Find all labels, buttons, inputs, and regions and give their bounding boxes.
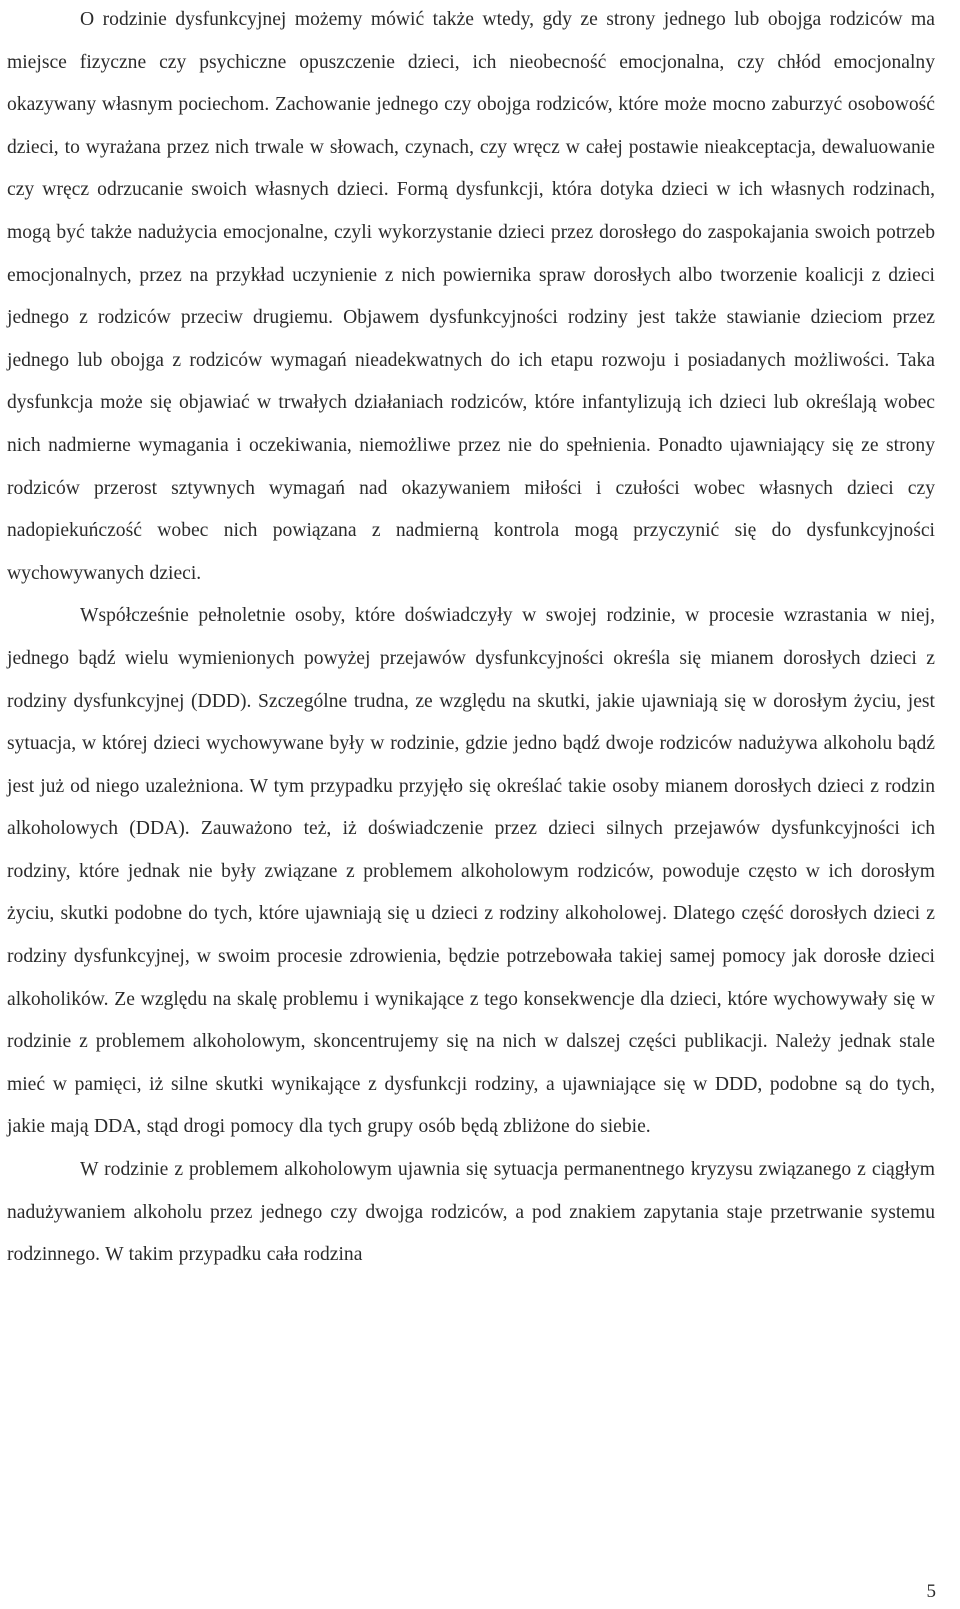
page-number: 5 — [926, 1581, 936, 1602]
paragraph-2: Współcześnie pełnoletnie osoby, które doświadczyły w swojej rodzinie, w procesie wzrastania w niej, jednego bądź wielu wymienionych powyżej przejawów dysfunkcyjności określa się mianem dorosłych dzieci z rodziny dysfunkcyjnej (DDD). Szczególne trudna, ze względu na skutki, jakie ujawniają się w dorosłym życiu, jest sytuacja, w której dzieci wychowywane były w rodzinie, gdzie jedno bądź dwoje rodziców nadużywa alkoholu bądź jest już od niego uzależniona. W tym przypadku przyjęło się określać takie osoby mianem dorosłych dzieci z rodzin alkoholowych (DDA). Zauważono też, iż doświadczenie przez dzieci silnych przejawów dysfunkcyjności ich rodziny, które jednak nie były związane z problemem alkoholowym rodziców, powoduje często w ich dorosłym życiu, skutki podobne do tych, które ujawniają się u dzieci z rodziny alkoholowej. Dlatego część dorosłych dzieci z rodziny dysfunkcyjnej, w swoim procesie zdrowienia, będzie potrzebowała takiej samej pomocy jak dorosłe dzieci alkoholików. Ze względu na skalę problemu i wynikające z tego konsekwencje dla dzieci, które wychowywały się w rodzinie z problemem alkoholowym, skoncentrujemy się na nich w dalszej części publikacji. Należy jednak stale mieć w pamięci, iż silne skutki wynikające z dysfunkcji rodziny, a ujawniające się w DDD, podobne są do tych, jakie mają DDA, stąd drogi pomocy dla tych grupy osób będą zbliżone do siebie. — [7, 605, 935, 1138]
paragraph-3: W rodzinie z problemem alkoholowym ujawnia się sytuacja permanentnego kryzysu związanego z ciągłym nadużywaniem alkoholu przez jednego czy dwojga rodziców, a pod znakiem zapytania staje przetrwanie systemu rodzinnego. W takim przypadku cała rodzina — [7, 1159, 935, 1266]
paragraph-1: O rodzinie dysfunkcyjnej możemy mówić także wtedy, gdy ze strony jednego lub obojga rodziców ma miejsce fizyczne czy psychiczne opuszczenie dzieci, ich nieobecność emocjonalna, czy chłód emocjonalny okazywany własnym pociechom. Zachowanie jednego czy obojga rodziców, które może mocno zaburzyć osobowość dzieci, to wyrażana przez nich trwale w słowach, czynach, czy wręcz w całej postawie nieakceptacja, dewaluowanie czy wręcz odrzucanie swoich własnych dzieci. Formą dysfunkcji, która dotyka dzieci w ich własnych rodzinach, mogą być także nadużycia emocjonalne, czyli wykorzystanie dzieci przez dorosłego do zaspokajania swoich potrzeb emocjonalnych, przez na przykład uczynienie z nich powiernika spraw dorosłych albo tworzenie koalicji z dzieci jednego z rodziców przeciw drugiemu. Objawem dysfunkcyjności rodziny jest także stawianie dzieciom przez jednego lub obojga z rodziców wymagań nieadekwatnych do ich etapu rozwoju i posiadanych możliwości. Taka dysfunkcja może się objawiać w trwałych działaniach rodziców, które infantylizują ich dzieci lub określają wobec nich nadmierne wymagania i oczekiwania, niemożliwe przez nie do spełnienia. Ponadto ujawniający się ze strony rodziców przerost sztywnych wymagań nad okazywaniem miłości i czułości wobec własnych dzieci czy nadopiekuńczość wobec nich powiązana z nadmierną kontrola mogą przyczynić się do dysfunkcyjności wychowywanych dzieci. — [7, 9, 935, 584]
document-body — [7, 0, 935, 1277]
